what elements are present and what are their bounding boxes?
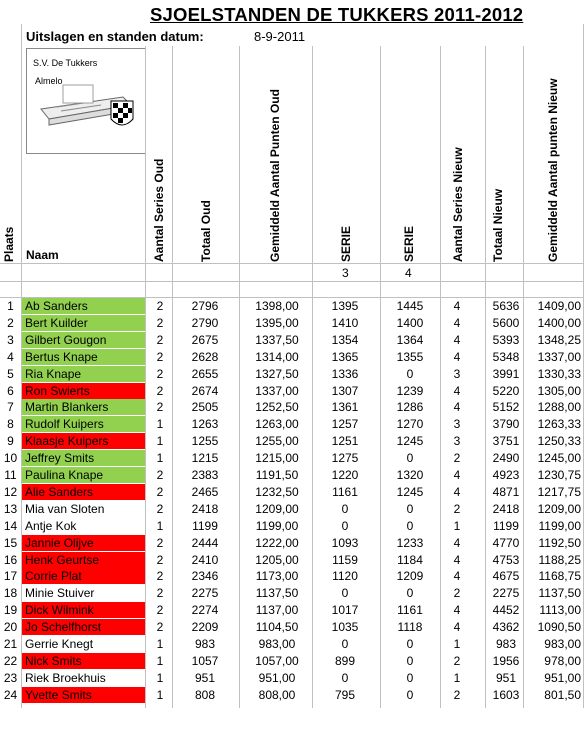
cell-gemiddeld-nieuw: 1199,00 (538, 518, 581, 533)
cell-serie-4: 1233 (396, 535, 424, 550)
cell-aantal-series-oud: 1 (156, 653, 164, 668)
cell-plaats: 8 (7, 417, 14, 432)
cell-totaal-nieuw: 4753 (492, 552, 520, 567)
cell-serie-4: 1245 (396, 434, 424, 449)
cell-serie-3: 899 (334, 653, 356, 668)
cell-naam: Jannie Olijve (22, 535, 145, 551)
cell-gemiddeld-nieuw: 1250,33 (537, 434, 581, 449)
cell-aantal-series-nieuw: 4 (453, 535, 461, 550)
cell-gemiddeld-nieuw: 951,00 (544, 670, 581, 685)
cell-gemiddeld-nieuw: 1305,00 (537, 383, 581, 398)
cell-aantal-series-oud: 2 (156, 586, 164, 601)
cell-naam: Alie Sanders (22, 484, 145, 500)
cell-gemiddeld-oud: 1205,00 (255, 552, 299, 567)
cell-naam: Minie Stuiver (25, 586, 95, 601)
cell-plaats: 14 (3, 518, 18, 533)
cell-plaats: 21 (3, 637, 18, 651)
cell-serie-3: 1257 (331, 417, 359, 432)
cell-aantal-series-oud: 2 (156, 383, 164, 398)
cell-gemiddeld-oud: 1104,50 (255, 620, 299, 635)
cell-serie-3: 795 (334, 687, 356, 702)
header-gemiddeld-nieuw: Gemiddeld Aantal punten Nieuw (546, 78, 560, 262)
cell-serie-3: 1307 (331, 383, 359, 398)
cell-aantal-series-oud: 2 (156, 299, 164, 313)
cell-totaal-oud: 1263 (191, 417, 219, 432)
cell-serie-3: 1365 (331, 349, 359, 364)
cell-aantal-series-oud: 2 (156, 484, 164, 499)
cell-gemiddeld-nieuw: 801,50 (544, 687, 581, 702)
cell-aantal-series-nieuw: 3 (453, 366, 461, 381)
header-serie-3: SERIE (339, 225, 353, 262)
cell-totaal-oud: 2209 (191, 620, 219, 635)
table-row (0, 653, 584, 670)
cell-naam: Klaasje Kuipers (22, 433, 145, 449)
cell-gemiddeld-oud: 1137,00 (255, 603, 299, 618)
cell-plaats: 24 (3, 687, 18, 702)
cell-serie-3: 1361 (331, 400, 359, 415)
cell-serie-4: 0 (406, 501, 414, 516)
cell-plaats: 11 (4, 468, 17, 482)
cell-aantal-series-oud: 1 (156, 687, 164, 702)
cell-serie-3: 0 (341, 518, 349, 533)
cell-gemiddeld-nieuw: 1400,00 (537, 315, 581, 330)
cell-aantal-series-oud: 2 (156, 535, 164, 550)
cell-gemiddeld-nieuw: 1288,00 (537, 400, 581, 415)
cell-gemiddeld-oud: 1398,00 (255, 299, 299, 313)
cell-serie-3: 1035 (331, 620, 359, 635)
cell-plaats: 18 (3, 586, 18, 601)
cell-totaal-oud: 2383 (191, 468, 219, 482)
cell-gemiddeld-nieuw: 1409,00 (537, 299, 581, 313)
cell-plaats: 3 (7, 332, 14, 347)
cell-plaats: 6 (7, 383, 14, 398)
cell-gemiddeld-nieuw: 1245,00 (537, 451, 581, 466)
logo-club-name: S.V. De Tukkers (33, 58, 98, 68)
cell-serie-3: 0 (341, 637, 349, 651)
cell-gemiddeld-nieuw: 1337,00 (537, 349, 581, 364)
cell-totaal-oud: 2505 (191, 400, 219, 415)
cell-serie-4: 0 (406, 586, 414, 601)
cell-serie-3: 1120 (332, 569, 358, 584)
cell-plaats: 7 (7, 400, 14, 415)
cell-aantal-series-nieuw: 4 (453, 400, 461, 415)
cell-aantal-series-nieuw: 4 (453, 468, 461, 482)
table-row (0, 467, 584, 484)
cell-naam: Jeffrey Smits (22, 450, 145, 466)
cell-naam: Bertus Knape (22, 349, 145, 365)
cell-naam: Ab Sanders (22, 298, 145, 314)
cell-naam: Martin Blankers (22, 399, 145, 415)
cell-aantal-series-nieuw: 4 (453, 620, 461, 635)
header-serie-4: SERIE (402, 225, 416, 262)
cell-serie-4: 1270 (396, 417, 424, 432)
cell-aantal-series-nieuw: 4 (453, 569, 461, 584)
cell-serie-4: 1320 (396, 468, 424, 482)
cell-aantal-series-oud: 2 (156, 349, 164, 364)
cell-aantal-series-oud: 1 (156, 434, 164, 449)
cell-aantal-series-nieuw: 2 (453, 586, 461, 601)
table-row (0, 552, 584, 569)
cell-totaal-oud: 1057 (191, 653, 219, 668)
cell-serie-3: 1220 (331, 468, 359, 482)
cell-naam: Mia van Sloten (25, 501, 105, 516)
cell-serie-3: 1017 (331, 603, 359, 618)
cell-totaal-oud: 2674 (191, 383, 219, 398)
cell-totaal-nieuw: 1603 (492, 687, 520, 702)
cell-naam: Paulina Knape (22, 467, 145, 483)
cell-naam: Dick Wilmink (22, 602, 145, 618)
cell-aantal-series-nieuw: 2 (453, 501, 461, 516)
cell-totaal-oud: 2675 (191, 332, 219, 347)
cell-serie-3: 1093 (331, 535, 359, 550)
cell-totaal-oud: 2410 (191, 552, 219, 567)
cell-gemiddeld-oud: 1395,00 (255, 315, 299, 330)
cell-gemiddeld-nieuw: 1330,33 (537, 366, 581, 381)
cell-gemiddeld-oud: 1173,00 (255, 569, 299, 584)
cell-serie-4: 1445 (396, 299, 424, 313)
cell-aantal-series-oud: 2 (156, 400, 164, 415)
table-row (0, 687, 584, 704)
cell-totaal-nieuw: 2275 (492, 586, 520, 601)
header-aantal-series-oud: Aantal Series Oud (152, 158, 166, 262)
cell-totaal-nieuw: 4675 (492, 569, 520, 584)
cell-totaal-nieuw: 5220 (492, 383, 520, 398)
cell-aantal-series-oud: 1 (156, 670, 164, 685)
cell-aantal-series-oud: 1 (156, 451, 164, 466)
cell-totaal-nieuw: 4871 (492, 484, 520, 499)
cell-plaats: 9 (7, 434, 14, 449)
cell-serie-4: 1364 (396, 332, 424, 347)
cell-gemiddeld-oud: 1191,50 (255, 468, 299, 482)
cell-gemiddeld-nieuw: 978,00 (544, 653, 581, 668)
table-row (0, 619, 584, 636)
cell-plaats: 12 (3, 484, 18, 499)
cell-gemiddeld-oud: 1057,00 (255, 653, 299, 668)
cell-totaal-oud: 983 (194, 637, 216, 651)
cell-serie-4: 0 (406, 687, 414, 702)
cell-naam: Henk Geurtse (22, 552, 145, 568)
cell-plaats: 2 (7, 315, 14, 330)
table-row (0, 585, 584, 602)
cell-aantal-series-nieuw: 1 (453, 518, 461, 533)
cell-aantal-series-nieuw: 4 (453, 315, 461, 330)
cell-totaal-oud: 2790 (191, 315, 219, 330)
cell-plaats: 20 (3, 620, 18, 635)
cell-gemiddeld-nieuw: 1192,50 (538, 535, 581, 550)
table-row (0, 450, 584, 467)
cell-naam: Nick Smits (22, 653, 145, 669)
table-row (0, 568, 584, 585)
cell-totaal-nieuw: 3991 (492, 366, 520, 381)
table-row (0, 433, 584, 450)
cell-naam: Bert Kuilder (22, 315, 145, 331)
cell-totaal-nieuw: 4923 (492, 468, 520, 482)
cell-totaal-nieuw: 2418 (492, 501, 520, 516)
cell-aantal-series-oud: 2 (156, 552, 164, 567)
cell-aantal-series-oud: 1 (156, 637, 164, 651)
cell-gemiddeld-oud: 1327,50 (255, 366, 299, 381)
date-value: 8-9-2011 (254, 29, 306, 44)
cell-plaats: 5 (7, 366, 14, 381)
cell-serie-4: 0 (406, 518, 414, 533)
cell-gemiddeld-nieuw: 983,00 (544, 637, 581, 651)
table-row (0, 636, 584, 653)
cell-aantal-series-oud: 2 (156, 332, 164, 347)
cell-aantal-series-nieuw: 2 (453, 451, 461, 466)
cell-totaal-nieuw: 3751 (492, 434, 520, 449)
serie-4-number: 4 (405, 266, 412, 280)
cell-serie-4: 0 (406, 670, 414, 685)
page-title: SJOELSTANDEN DE TUKKERS 2011-2012 (150, 4, 524, 25)
cell-totaal-nieuw: 5152 (492, 400, 520, 415)
cell-naam: Antje Kok (25, 518, 77, 533)
cell-totaal-nieuw: 4452 (492, 603, 520, 618)
cell-totaal-nieuw: 5636 (492, 299, 520, 313)
cell-serie-3: 1159 (332, 552, 358, 567)
cell-totaal-oud: 1215 (191, 451, 219, 466)
table-row (0, 484, 584, 501)
cell-gemiddeld-nieuw: 1188,25 (538, 552, 581, 567)
table-row (0, 501, 584, 518)
cell-gemiddeld-oud: 1314,00 (255, 349, 299, 364)
cell-naam: Ron Swierts (22, 383, 145, 399)
serie-3-number: 3 (342, 266, 349, 280)
cell-totaal-nieuw: 951 (495, 670, 517, 685)
cell-serie-4: 0 (406, 451, 414, 466)
cell-gemiddeld-oud: 1209,00 (255, 501, 299, 516)
cell-gemiddeld-nieuw: 1217,75 (537, 484, 581, 499)
cell-aantal-series-oud: 2 (156, 620, 164, 635)
cell-serie-3: 0 (341, 586, 349, 601)
cell-aantal-series-oud: 2 (156, 366, 164, 381)
cell-serie-3: 1354 (331, 332, 359, 347)
cell-totaal-oud: 2465 (191, 484, 219, 499)
cell-plaats: 13 (3, 501, 18, 516)
table-row (0, 315, 584, 332)
cell-serie-4: 1161 (397, 603, 423, 618)
cell-gemiddeld-oud: 808,00 (258, 687, 296, 702)
cell-aantal-series-nieuw: 4 (453, 484, 461, 499)
cell-aantal-series-nieuw: 3 (453, 434, 461, 449)
table-row (0, 399, 584, 416)
cell-gemiddeld-nieuw: 1090,50 (537, 620, 581, 635)
header-plaats: Plaats (2, 226, 16, 262)
table-row (0, 535, 584, 552)
logo-city: Almelo (35, 76, 63, 86)
table-row (0, 298, 584, 315)
cell-gemiddeld-oud: 1337,00 (255, 383, 299, 398)
cell-serie-4: 1239 (396, 383, 424, 398)
cell-gemiddeld-oud: 1215,00 (255, 451, 299, 466)
cell-aantal-series-nieuw: 1 (453, 670, 461, 685)
cell-gemiddeld-oud: 1255,00 (255, 434, 299, 449)
cell-serie-4: 1209 (396, 569, 424, 584)
cell-serie-3: 0 (341, 670, 349, 685)
cell-naam: Jo Schelfhorst (22, 619, 145, 635)
cell-gemiddeld-oud: 1222,00 (255, 535, 299, 550)
cell-gemiddeld-nieuw: 1137,50 (538, 586, 581, 601)
cell-serie-3: 1336 (331, 366, 359, 381)
cell-serie-4: 1400 (396, 315, 424, 330)
cell-totaal-oud: 2796 (191, 299, 219, 313)
cell-totaal-nieuw: 5600 (492, 315, 520, 330)
header-totaal-oud: Totaal Oud (199, 200, 213, 262)
cell-aantal-series-nieuw: 4 (453, 332, 461, 347)
cell-totaal-oud: 1255 (191, 434, 219, 449)
cell-aantal-series-oud: 1 (156, 417, 164, 432)
table-row (0, 366, 584, 383)
cell-totaal-oud: 2655 (191, 366, 219, 381)
cell-totaal-oud: 2275 (191, 586, 219, 601)
cell-plaats: 19 (3, 603, 18, 618)
cell-totaal-nieuw: 3790 (492, 417, 520, 432)
cell-totaal-oud: 808 (194, 687, 216, 702)
cell-aantal-series-nieuw: 2 (453, 687, 461, 702)
cell-naam: Ria Knape (22, 366, 145, 382)
cell-aantal-series-nieuw: 2 (453, 653, 461, 668)
cell-plaats: 17 (3, 569, 18, 584)
date-label: Uitslagen en standen datum: (26, 29, 204, 44)
header-naam: Naam (26, 248, 59, 262)
cell-aantal-series-nieuw: 3 (453, 417, 461, 432)
cell-serie-4: 1245 (396, 484, 424, 499)
header-aantal-series-nieuw: Aantal Series Nieuw (451, 147, 465, 262)
cell-aantal-series-oud: 2 (156, 315, 164, 330)
cell-totaal-oud: 2346 (191, 569, 219, 584)
cell-serie-4: 1355 (396, 349, 424, 364)
cell-naam: Gerrie Knegt (25, 637, 94, 651)
header-gemiddeld-oud: Gemiddeld Aantal Punten Oud (268, 89, 282, 262)
cell-gemiddeld-nieuw: 1263,33 (537, 417, 581, 432)
cell-aantal-series-nieuw: 4 (453, 299, 461, 313)
cell-totaal-nieuw: 4770 (492, 535, 520, 550)
cell-gemiddeld-oud: 1263,00 (255, 417, 299, 432)
cell-gemiddeld-nieuw: 1348,25 (537, 332, 581, 347)
cell-gemiddeld-oud: 1137,50 (255, 586, 299, 601)
header-totaal-nieuw: Totaal Nieuw (491, 188, 505, 262)
cell-aantal-series-oud: 2 (156, 603, 164, 618)
cell-naam: Rudolf Kuipers (22, 416, 145, 432)
cell-serie-4: 1286 (396, 400, 424, 415)
table-row (0, 416, 584, 433)
cell-gemiddeld-nieuw: 1113,00 (539, 603, 581, 618)
cell-totaal-oud: 2444 (191, 535, 219, 550)
cell-aantal-series-nieuw: 4 (453, 349, 461, 364)
cell-aantal-series-oud: 1 (156, 518, 164, 533)
cell-serie-4: 0 (406, 366, 414, 381)
cell-aantal-series-nieuw: 4 (453, 603, 461, 618)
cell-serie-4: 1184 (397, 552, 423, 567)
table-row (0, 670, 584, 687)
cell-plaats: 10 (3, 451, 18, 466)
table-row (0, 332, 584, 349)
cell-serie-3: 1275 (331, 451, 359, 466)
cell-aantal-series-nieuw: 1 (453, 637, 461, 651)
cell-serie-3: 1251 (331, 434, 359, 449)
table-row (0, 518, 584, 535)
cell-aantal-series-nieuw: 4 (453, 383, 461, 398)
cell-serie-3: 1395 (331, 299, 359, 313)
cell-plaats: 15 (3, 535, 18, 550)
cell-totaal-nieuw: 2490 (492, 451, 520, 466)
cell-naam: Gilbert Gougon (22, 332, 145, 348)
cell-gemiddeld-oud: 983,00 (258, 637, 296, 651)
cell-plaats: 1 (7, 299, 14, 313)
cell-plaats: 16 (3, 552, 18, 567)
cell-aantal-series-nieuw: 4 (453, 552, 461, 567)
cell-serie-4: 1118 (397, 620, 423, 635)
cell-plaats: 4 (7, 349, 14, 364)
cell-totaal-nieuw: 1199 (493, 518, 519, 533)
cell-gemiddeld-nieuw: 1168,75 (538, 569, 581, 584)
cell-gemiddeld-oud: 1252,50 (255, 400, 299, 415)
cell-serie-4: 0 (406, 653, 414, 668)
cell-serie-3: 0 (341, 501, 349, 516)
cell-serie-4: 0 (406, 637, 414, 651)
cell-plaats: 22 (3, 653, 18, 668)
cell-naam: Yvette Smits (22, 687, 145, 703)
club-logo (26, 48, 146, 154)
cell-gemiddeld-oud: 951,00 (258, 670, 296, 685)
cell-totaal-nieuw: 1956 (492, 653, 520, 668)
cell-aantal-series-oud: 2 (156, 569, 164, 584)
cell-totaal-nieuw: 983 (495, 637, 517, 651)
cell-totaal-oud: 1199 (192, 518, 218, 533)
cell-totaal-nieuw: 5348 (492, 349, 520, 364)
cell-gemiddeld-oud: 1232,50 (255, 484, 299, 499)
cell-naam: Riek Broekhuis (25, 670, 106, 685)
cell-totaal-oud: 2628 (191, 349, 219, 364)
cell-totaal-nieuw: 5393 (492, 332, 520, 347)
table-row (0, 383, 584, 400)
cell-serie-3: 1410 (331, 315, 359, 330)
table-row (0, 602, 584, 619)
cell-naam: Corrie Plat (22, 568, 145, 584)
cell-totaal-oud: 2274 (191, 603, 219, 618)
cell-gemiddeld-nieuw: 1230,75 (537, 468, 581, 482)
cell-aantal-series-oud: 2 (156, 468, 164, 482)
cell-gemiddeld-oud: 1199,00 (255, 518, 299, 533)
cell-totaal-oud: 951 (194, 670, 216, 685)
cell-totaal-nieuw: 4362 (492, 620, 520, 635)
cell-totaal-oud: 2418 (191, 501, 219, 516)
cell-serie-3: 1161 (332, 484, 358, 499)
table-row (0, 349, 584, 366)
cell-aantal-series-oud: 2 (156, 501, 164, 516)
cell-gemiddeld-oud: 1337,50 (255, 332, 299, 347)
cell-gemiddeld-nieuw: 1209,00 (537, 501, 581, 516)
cell-plaats: 23 (3, 670, 18, 685)
